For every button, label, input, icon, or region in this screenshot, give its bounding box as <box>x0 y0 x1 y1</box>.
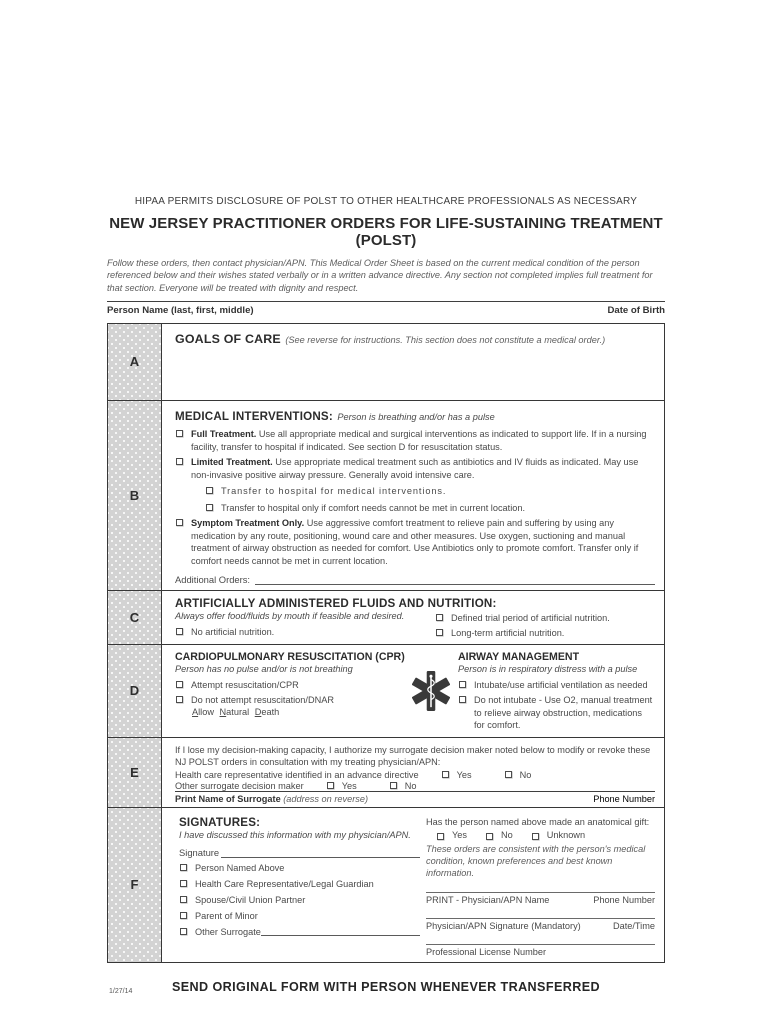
section-c-letter: C <box>108 591 162 644</box>
medical-interventions-subtitle: Person is breathing and/or has a pulse <box>337 411 495 422</box>
form-intro: Follow these orders, then contact physician/APN. This Medical Order Sheet is based on the current medical condition of the person referenced below and their wishes stated verbally or in a written advance directive. Any section not completed implies full treatment for that section. Everyone will be treated with dignity and respect. <box>107 258 653 293</box>
additional-orders-label: Additional Orders: <box>175 574 251 586</box>
dnar-text: Do not attempt resuscitation/DNAR <box>191 695 334 706</box>
cpr-title: CARDIOPULMONARY RESUSCITATION (CPR) <box>175 651 405 664</box>
do-not-intubate-text: Do not intubate - Use O2, manual treatment to relieve airway obstruction, medications for comfort. <box>474 695 653 731</box>
gift-no-label: No <box>501 830 513 841</box>
attempt-cpr-text: Attempt resuscitation/CPR <box>191 679 299 690</box>
transfer-for-interventions-text: Transfer to hospital for medical interventions. <box>221 486 447 497</box>
gift-yes-label: Yes <box>452 830 467 841</box>
other-surrogate-signer-checkbox[interactable] <box>180 928 187 935</box>
section-a-letter: A <box>108 324 162 400</box>
full-treatment-label: Full Treatment. <box>191 428 257 439</box>
trial-nutrition-text: Defined trial period of artificial nutrition. <box>451 613 610 624</box>
longterm-nutrition-text: Long-term artificial nutrition. <box>451 627 565 638</box>
surrogate-name-field[interactable] <box>175 791 655 807</box>
additional-orders-line[interactable] <box>255 574 655 585</box>
limited-treatment-checkbox[interactable] <box>176 458 183 465</box>
additional-orders-row <box>175 574 655 585</box>
surrogate-address-note: (address on reverse) <box>283 793 369 804</box>
section-d-content <box>162 645 664 737</box>
person-name-label: Person Name (last, first, middle) <box>107 304 254 316</box>
trial-nutrition-option <box>435 612 655 625</box>
section-f-letter: F <box>108 808 162 962</box>
dnar-option <box>175 694 408 707</box>
revision-date: 1/27/14 <box>109 988 133 996</box>
transfer-for-interventions-option <box>205 485 655 498</box>
other-surrogate-signer-line[interactable] <box>261 926 420 936</box>
representative-no-checkbox[interactable] <box>505 771 512 778</box>
airway-management-title: AIRWAY MANAGEMENT <box>458 651 580 664</box>
health-care-rep-text: Health Care Representative/Legal Guardian <box>195 878 374 889</box>
allow-natural-death-word: Death <box>254 706 280 717</box>
section-f-content <box>162 808 664 962</box>
section-b-content <box>162 401 664 590</box>
section-d-letter: D <box>108 645 162 737</box>
spouse-text: Spouse/Civil Union Partner <box>195 894 306 905</box>
transfer-notice: SEND ORIGINAL FORM WITH PERSON WHENEVER TRANSFERRED <box>171 980 601 995</box>
hipaa-disclosure-line: HIPAA PERMITS DISCLOSURE OF POLST TO OTHER HEALTHCARE PROFESSIONALS AS NECESSARY <box>134 196 638 207</box>
transfer-comfort-only-checkbox[interactable] <box>206 504 213 511</box>
symptom-treatment-option <box>175 517 655 567</box>
full-treatment-checkbox[interactable] <box>176 430 183 437</box>
intubate-option <box>458 679 655 692</box>
cpr-subtitle: Person has no pulse and/or is not breathing <box>175 664 353 675</box>
healthcare-representative-row <box>175 770 655 780</box>
license-number-field[interactable] <box>426 944 655 957</box>
person-identity-row <box>107 302 665 323</box>
other-surrogate-yes-checkbox[interactable] <box>327 782 334 789</box>
representative-yes-label: Yes <box>456 769 472 780</box>
physician-name-field[interactable] <box>426 892 655 905</box>
anatomical-gift-options <box>436 830 655 840</box>
license-number-label: Professional License Number <box>426 947 547 958</box>
print-surrogate-name-label: Print Name of Surrogate <box>175 793 281 804</box>
other-surrogate-signer-text: Other Surrogate <box>195 926 261 937</box>
trial-nutrition-checkbox[interactable] <box>436 614 443 621</box>
parent-of-minor-text: Parent of Minor <box>195 910 258 921</box>
section-e <box>108 737 664 807</box>
section-b-letter: B <box>108 401 162 590</box>
form-footer <box>107 978 665 996</box>
person-named-above-text: Person Named Above <box>195 862 285 873</box>
gift-yes-checkbox[interactable] <box>437 833 444 840</box>
polst-sections-table <box>107 323 665 963</box>
intubate-checkbox[interactable] <box>459 681 466 688</box>
section-d <box>108 644 664 737</box>
form-title: NEW JERSEY PRACTITIONER ORDERS FOR LIFE-SUSTAINING TREATMENT (POLST) <box>109 215 663 249</box>
other-surrogate-signer-option <box>179 926 420 939</box>
no-artificial-nutrition-checkbox[interactable] <box>176 628 183 635</box>
section-b <box>108 400 664 590</box>
gift-unknown-label: Unknown <box>546 830 586 841</box>
do-not-intubate-option <box>458 694 655 732</box>
star-of-life-icon <box>412 670 450 712</box>
health-care-rep-option <box>179 878 420 891</box>
date-of-birth-label: Date of Birth <box>607 304 665 316</box>
signatures-subtitle: I have discussed this information with my physician/APN. <box>179 829 411 840</box>
datetime-label: Date/Time <box>612 921 655 932</box>
attempt-cpr-checkbox[interactable] <box>176 681 183 688</box>
section-f <box>108 807 664 962</box>
orders-consistency-note: These orders are consistent with the person's medical condition, known preferences and best known information. <box>426 844 646 879</box>
signature-line[interactable] <box>221 847 420 858</box>
limited-treatment-label: Limited Treatment. <box>191 457 273 468</box>
allow-natural-death-word: Natural <box>219 706 250 717</box>
medical-interventions-title: MEDICAL INTERVENTIONS: <box>175 409 333 423</box>
other-surrogate-no-label: No <box>404 780 417 791</box>
person-named-above-checkbox[interactable] <box>180 864 187 871</box>
full-treatment-text: Use all appropriate medical and surgical interventions as indicated to support life. If in a nursing facility, transfer to hospital if indicated. See section D for resuscitation status. <box>191 428 647 452</box>
section-a-content[interactable] <box>162 324 664 400</box>
surrogate-authorization-statement: If I lose my decision-making capacity, I authorize my surrogate decision maker noted below to modify or revoke these NJ POLST orders in consultation with my treating physician/APN: <box>175 744 651 768</box>
goals-of-care-note: (See reverse for instructions. This section does not constitute a medical order.) <box>285 334 606 345</box>
anatomical-gift-question: Has the person named above made an anatomical gift: <box>426 816 650 827</box>
section-e-letter: E <box>108 738 162 807</box>
physician-phone-label: Phone Number <box>593 895 655 906</box>
transfer-comfort-only-text: Transfer to hospital only if comfort needs cannot be met in current location. <box>221 502 526 513</box>
allow-natural-death-word: Allow <box>192 706 214 717</box>
no-artificial-nutrition-text: No artificial nutrition. <box>191 626 275 637</box>
full-treatment-option <box>175 428 655 453</box>
person-named-above-option <box>179 862 420 875</box>
do-not-intubate-checkbox[interactable] <box>459 696 466 703</box>
parent-of-minor-checkbox[interactable] <box>180 912 187 919</box>
symptom-treatment-text: Use aggressive comfort treatment to relieve pain and suffering by using any medication by any route, positioning, wound care and other measures. Use oxygen, suctioning and manual treatment of airway obstruction as needed for comfort. Use Antibiotics only to promote comfort. Transfer only if comfort needs cannot be met in current location. <box>191 518 639 566</box>
dnar-checkbox[interactable] <box>176 696 183 703</box>
spouse-option <box>179 894 420 907</box>
symptom-treatment-label: Symptom Treatment Only. <box>191 518 305 529</box>
signature-label: Signature <box>179 847 220 859</box>
gift-unknown-checkbox[interactable] <box>532 833 539 840</box>
physician-print-name-label: PRINT - Physician/APN Name <box>426 895 550 906</box>
signatures-title: SIGNATURES: <box>179 815 261 829</box>
allow-natural-death-line <box>192 707 408 717</box>
spouse-checkbox[interactable] <box>180 896 187 903</box>
other-surrogate-yes-label: Yes <box>341 780 357 791</box>
representative-yes-checkbox[interactable] <box>442 771 449 778</box>
surrogate-phone-label: Phone Number <box>593 793 655 804</box>
section-c-content <box>162 591 664 644</box>
gift-no-checkbox[interactable] <box>486 833 493 840</box>
physician-signature-field[interactable] <box>426 918 655 931</box>
section-a <box>108 324 664 400</box>
healthcare-representative-label: Health care representative identified in an advance directive <box>175 769 419 780</box>
fluids-nutrition-title: ARTIFICIALLY ADMINISTERED FLUIDS AND NUTRITION: <box>175 597 497 611</box>
fluids-nutrition-subtitle: Always offer food/fluids by mouth if feasible and desired. <box>175 611 405 622</box>
section-c <box>108 590 664 644</box>
other-surrogate-label: Other surrogate decision maker <box>175 780 304 791</box>
longterm-nutrition-checkbox[interactable] <box>436 629 443 636</box>
other-surrogate-no-checkbox[interactable] <box>390 782 397 789</box>
goals-of-care-title: GOALS OF CARE <box>175 331 281 346</box>
limited-treatment-option <box>175 456 655 481</box>
signature-field <box>179 847 420 858</box>
attempt-cpr-option <box>175 679 408 692</box>
no-artificial-nutrition-option <box>175 626 425 639</box>
symptom-treatment-checkbox[interactable] <box>176 519 183 526</box>
transfer-for-interventions-checkbox[interactable] <box>206 487 213 494</box>
section-e-content <box>162 738 664 807</box>
other-surrogate-row <box>175 781 655 791</box>
longterm-nutrition-option <box>435 627 655 640</box>
parent-of-minor-option <box>179 910 420 923</box>
transfer-comfort-only-option <box>205 502 655 515</box>
limited-treatment-text: Use appropriate medical treatment such as antibiotics and IV fluids as indicated. May use non-invasive positive airway pressure. Generally avoid intensive care. <box>191 457 639 480</box>
physician-signature-label: Physician/APN Signature (Mandatory) <box>426 921 581 932</box>
intubate-text: Intubate/use artificial ventilation as needed <box>474 679 648 690</box>
health-care-rep-checkbox[interactable] <box>180 880 187 887</box>
representative-no-label: No <box>519 769 532 780</box>
airway-management-subtitle: Person is in respiratory distress with a pulse <box>458 664 638 675</box>
